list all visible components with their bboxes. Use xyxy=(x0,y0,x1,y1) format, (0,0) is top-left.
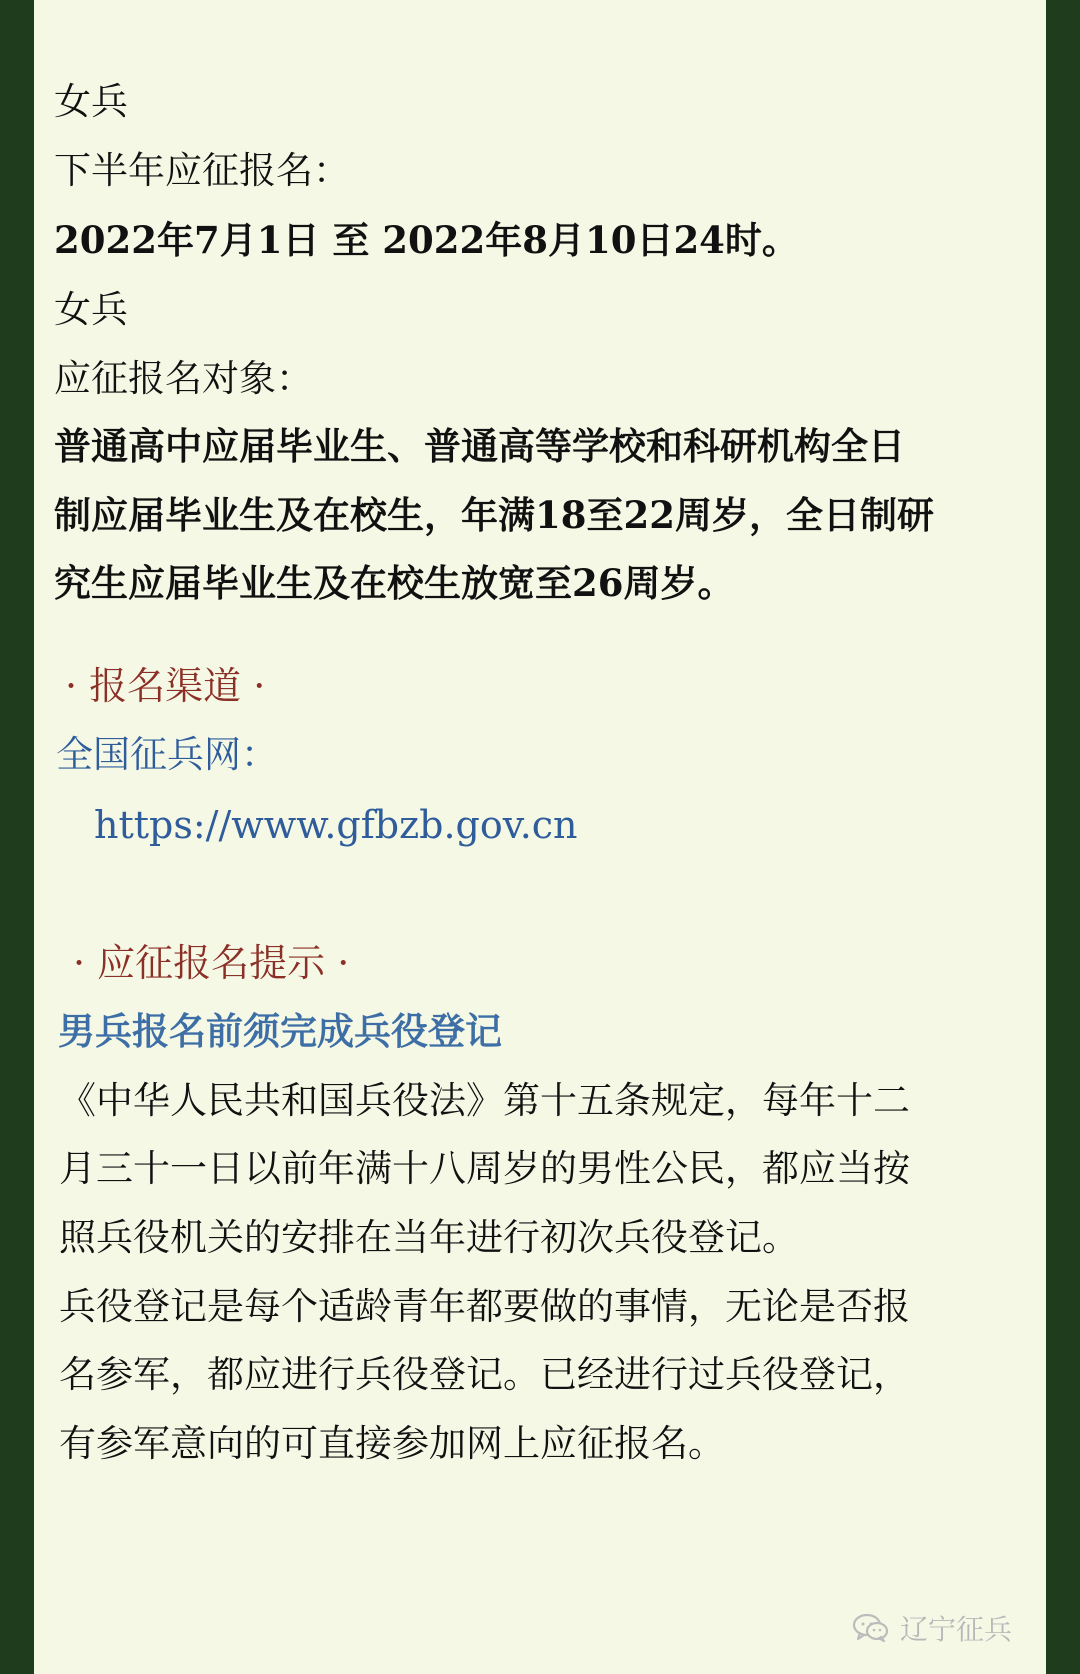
wechat-icon xyxy=(850,1612,892,1644)
document-page xyxy=(34,0,1046,1674)
tips-paragraph-line: 照兵役机关的安排在当年进行初次兵役登记。 xyxy=(59,1216,799,1259)
registration-period-title: 下半年应征报名： xyxy=(54,149,350,192)
tips-subheading: 男兵报名前须完成兵役登记 xyxy=(58,1009,502,1053)
tips-paragraph-line: 兵役登记是每个适龄青年都要做的事情，无论是否报 xyxy=(59,1285,910,1328)
section1-label: 女兵 xyxy=(54,80,128,123)
registration-target-line: 普通高中应届毕业生、普通高等学校和科研机构全日 xyxy=(54,424,905,468)
tips-heading: · 应征报名提示 · xyxy=(73,941,350,985)
channel-heading: · 报名渠道 · xyxy=(65,664,266,708)
section2-label: 女兵 xyxy=(54,288,128,331)
registration-target-line: 制应届毕业生及在校生，年满18至22周岁，全日制研 xyxy=(54,493,934,537)
site-url[interactable]: https://www.gfbzb.gov.cn xyxy=(94,803,578,847)
tips-paragraph-line: 《中华人民共和国兵役法》第十五条规定，每年十二 xyxy=(59,1079,910,1122)
tips-paragraph-line: 名参军，都应进行兵役登记。已经进行过兵役登记， xyxy=(59,1353,910,1396)
tips-paragraph-line: 月三十一日以前年满十八周岁的男性公民，都应当按 xyxy=(59,1147,910,1190)
registration-target-title: 应征报名对象： xyxy=(54,357,313,400)
watermark xyxy=(850,1608,1012,1648)
watermark-text: 辽宁征兵 xyxy=(900,1613,1013,1646)
registration-target-line: 究生应届毕业生及在校生放宽至26周岁。 xyxy=(54,561,735,605)
tips-paragraph-line: 有参军意向的可直接参加网上应征报名。 xyxy=(59,1422,725,1465)
site-name: 全国征兵网： xyxy=(56,733,278,776)
registration-period-value: 2022年7月1日 至 2022年8月10日24时。 xyxy=(54,218,799,262)
